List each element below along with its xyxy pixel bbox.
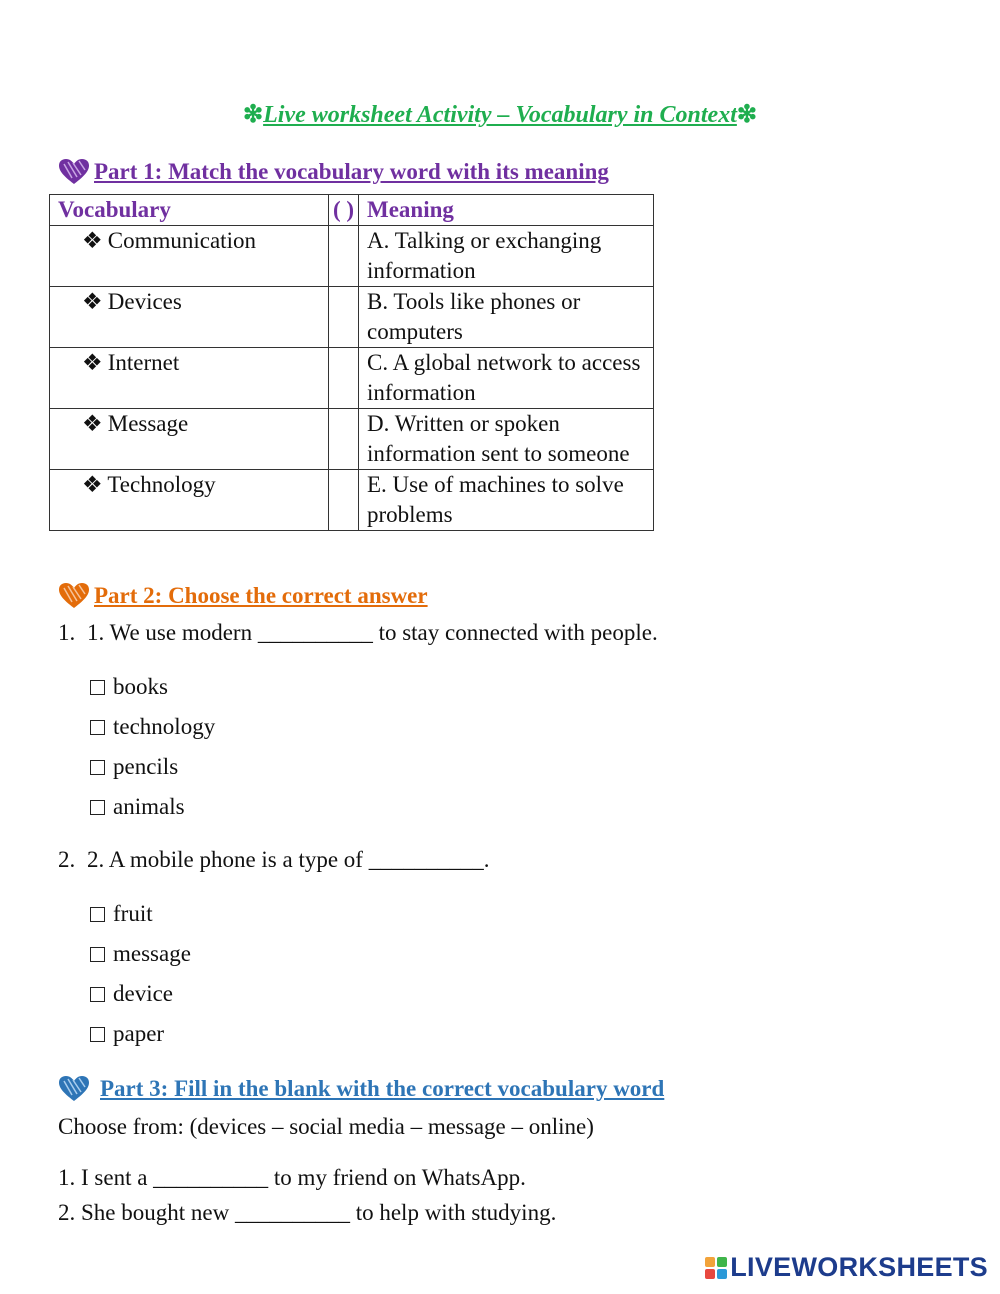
diamond-bullet-icon: ❖ <box>82 289 103 314</box>
column-header-vocabulary: Vocabulary <box>50 195 329 226</box>
checkbox-icon[interactable] <box>90 680 105 695</box>
vocab-word-cell <box>50 287 329 348</box>
worksheet-title-text: Live worksheet Activity – Vocabulary in Context <box>263 102 737 128</box>
vocab-word: Technology <box>107 472 216 497</box>
diamond-bullet-icon: ❖ <box>82 350 103 375</box>
checkbox-icon[interactable] <box>90 800 105 815</box>
blue-heart-icon <box>58 1075 90 1103</box>
word-bank: Choose from: (devices – social media – message – online) <box>58 1114 594 1139</box>
sparkle-icon: ❇ <box>736 102 757 128</box>
answer-option[interactable] <box>90 901 153 927</box>
match-answer-cell[interactable] <box>329 409 359 470</box>
checkbox-icon[interactable] <box>90 1027 105 1042</box>
part2-heading <box>58 582 428 610</box>
sparkle-icon: ❇ <box>243 102 264 128</box>
table-row <box>50 287 654 348</box>
diamond-bullet-icon: ❖ <box>82 411 103 436</box>
checkbox-icon[interactable] <box>90 760 105 775</box>
fill-in-sentence: 1. I sent a __________ to my friend on WhatsApp. <box>58 1165 526 1190</box>
answer-option[interactable] <box>90 674 168 700</box>
orange-heart-icon <box>58 582 90 610</box>
part3-heading-text: Part 3: Fill in the blank with the correct vocabulary word <box>100 1076 665 1101</box>
meaning-cell: D. Written or spoken information sent to someone <box>359 409 654 470</box>
vocab-word: Communication <box>107 228 256 253</box>
match-answer-cell[interactable] <box>329 226 359 287</box>
worksheet-title <box>0 100 1000 129</box>
vocab-word-cell <box>50 470 329 531</box>
vocab-word: Message <box>107 411 189 436</box>
question-text: 1. We use modern __________ to stay connected with people. <box>87 620 658 645</box>
question-text: 2. A mobile phone is a type of __________. <box>87 847 490 872</box>
question-number: 2. <box>58 847 76 872</box>
purple-heart-icon <box>58 158 90 186</box>
vocabulary-table <box>49 194 654 531</box>
vocab-word-cell <box>50 348 329 409</box>
column-header-meaning: Meaning <box>359 195 654 226</box>
table-row <box>50 226 654 287</box>
option-label: paper <box>113 1021 165 1046</box>
logo-text: LIVEWORKSHEETS <box>730 1252 988 1282</box>
part1-heading-text: Part 1: Match the vocabulary word with its meaning <box>94 159 609 184</box>
answer-option[interactable] <box>90 981 173 1007</box>
match-answer-cell[interactable] <box>329 470 359 531</box>
vocab-word-cell <box>50 226 329 287</box>
question-2 <box>58 847 489 873</box>
liveworksheets-logo <box>705 1252 988 1283</box>
match-answer-cell[interactable] <box>329 348 359 409</box>
fill-in-sentence: 2. She bought new __________ to help with studying. <box>58 1200 557 1225</box>
checkbox-icon[interactable] <box>90 907 105 922</box>
meaning-cell: B. Tools like phones or computers <box>359 287 654 348</box>
option-label: device <box>113 981 174 1006</box>
part2-heading-text: Part 2: Choose the correct answer <box>94 583 428 608</box>
part3-heading <box>58 1075 664 1103</box>
logo-mark-icon <box>705 1257 727 1279</box>
option-label: message <box>113 941 191 966</box>
meaning-cell: C. A global network to access information <box>359 348 654 409</box>
diamond-bullet-icon: ❖ <box>82 228 103 253</box>
option-label: animals <box>113 794 185 819</box>
question-number: 1. <box>58 620 76 645</box>
column-header-match: ( ) <box>329 195 359 226</box>
answer-option[interactable] <box>90 941 191 967</box>
table-header-row <box>50 195 654 226</box>
checkbox-icon[interactable] <box>90 947 105 962</box>
answer-option[interactable] <box>90 794 185 820</box>
table-row <box>50 348 654 409</box>
meaning-cell: A. Talking or exchanging information <box>359 226 654 287</box>
table-row <box>50 470 654 531</box>
vocab-word: Internet <box>107 350 180 375</box>
vocab-word: Devices <box>107 289 182 314</box>
question-1 <box>58 620 658 646</box>
table-row <box>50 409 654 470</box>
option-label: fruit <box>113 901 153 926</box>
option-label: technology <box>113 714 216 739</box>
checkbox-icon[interactable] <box>90 720 105 735</box>
checkbox-icon[interactable] <box>90 987 105 1002</box>
vocab-word-cell <box>50 409 329 470</box>
meaning-cell: E. Use of machines to solve problems <box>359 470 654 531</box>
answer-option[interactable] <box>90 1021 164 1047</box>
answer-option[interactable] <box>90 714 215 740</box>
option-label: pencils <box>113 754 179 779</box>
part1-heading <box>58 158 609 186</box>
answer-option[interactable] <box>90 754 178 780</box>
match-answer-cell[interactable] <box>329 287 359 348</box>
option-label: books <box>113 674 168 699</box>
diamond-bullet-icon: ❖ <box>82 472 103 497</box>
